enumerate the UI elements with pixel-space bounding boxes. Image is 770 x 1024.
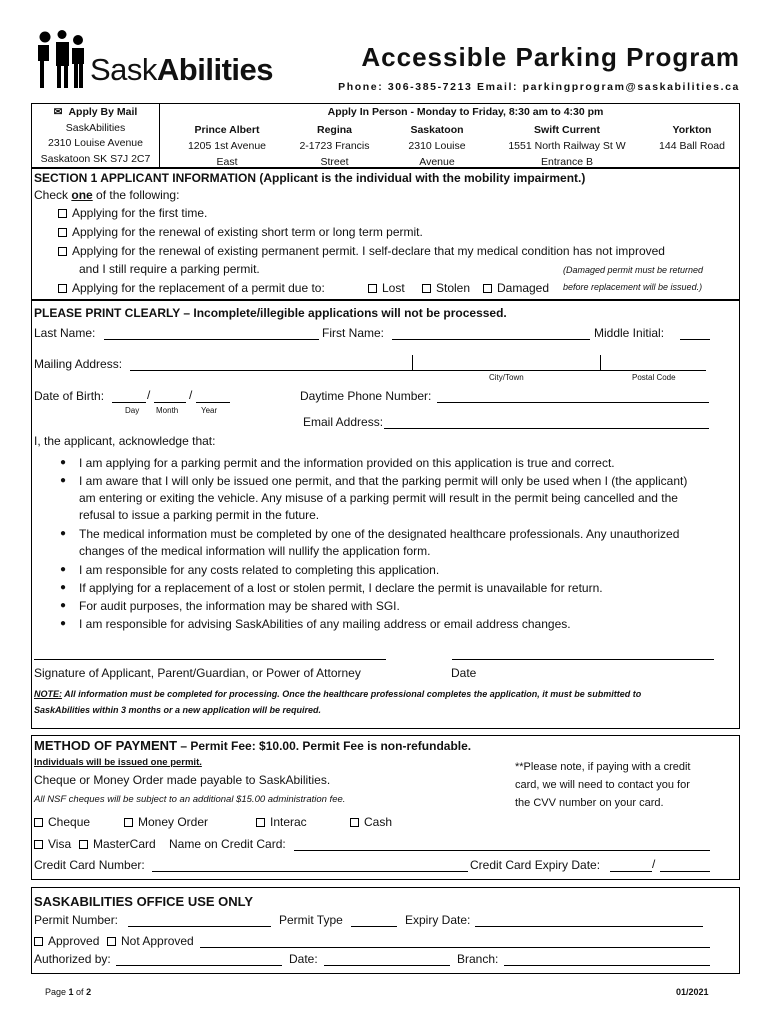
cc-expiry-month-field[interactable] <box>610 871 652 872</box>
first-name-label: First Name: <box>322 326 385 340</box>
office-line: 2310 Louise <box>408 140 466 152</box>
ack-item-cont: refusal to issue a parking permit in the future. <box>79 508 320 522</box>
office-yorkton <box>647 122 737 154</box>
status-not-approved[interactable]: Not Approved <box>107 934 194 948</box>
approval-notes-field[interactable] <box>200 947 710 948</box>
bullet-icon: ● <box>60 564 67 575</box>
office-line: Street <box>320 156 349 168</box>
dob-year-field[interactable] <box>196 402 230 403</box>
last-name-label: Last Name: <box>34 326 96 340</box>
expiry-date-field[interactable] <box>475 926 703 927</box>
section-print-clearly <box>31 300 740 729</box>
office-saskatoon <box>392 122 482 170</box>
dob-month-caption: Month <box>156 406 179 415</box>
contact-line: Phone: 306-385-7213 Email: parkingprogram@saskabilities.ca <box>338 81 740 93</box>
dob-slash: / <box>147 388 151 402</box>
cc-note-cont: card, we will need to contact you for <box>515 779 690 791</box>
page-number: Page 1 of 2 <box>45 987 92 997</box>
cc-expiry-year-field[interactable] <box>660 871 710 872</box>
in-person-heading: Apply In Person - Monday to Friday, 8:30 am to 4:30 pm <box>327 106 604 118</box>
office-date-field[interactable] <box>324 965 450 966</box>
dob-day-caption: Day <box>125 406 140 415</box>
field-divider <box>412 355 413 371</box>
office-line: 144 Ball Road <box>659 140 725 152</box>
bullet-icon: ● <box>60 582 67 593</box>
pay-money-order[interactable]: Money Order <box>124 815 208 829</box>
office-name: Regina <box>316 124 352 136</box>
checkbox[interactable] <box>58 228 67 237</box>
email-label: Email Address: <box>303 415 384 429</box>
section-applicant-information <box>31 168 740 300</box>
branch-field[interactable] <box>504 965 710 966</box>
office-date-label: Date: <box>289 952 318 966</box>
note: NOTE: All information must be completed for processing. Once the healthcare professional completes the application, it must be submitted to <box>34 689 642 699</box>
office-name: Prince Albert <box>194 124 260 136</box>
section-office-use-only <box>31 887 740 974</box>
office-line: 1551 North Railway St W <box>508 140 626 152</box>
office-regina <box>287 122 382 170</box>
pay-visa[interactable]: Visa <box>34 837 71 851</box>
option-stolen[interactable]: Stolen <box>422 281 470 295</box>
cc-number-label: Credit Card Number: <box>34 858 145 872</box>
ack-item: The medical information must be completed by one of the designated healthcare professionals. Any unauthorized <box>79 527 680 541</box>
office-line: 1205 1st Avenue <box>187 140 267 152</box>
section1-heading: SECTION 1 APPLICANT INFORMATION (Applicant is the individual with the mobility impairment.) <box>34 171 586 185</box>
office-line: Entrance B <box>541 156 593 168</box>
checkbox[interactable] <box>58 247 67 256</box>
signature-label: Signature of Applicant, Parent/Guardian, or Power of Attorney <box>34 666 361 680</box>
brand-name <box>90 52 273 88</box>
checkbox[interactable] <box>422 284 431 293</box>
section-method-of-payment <box>31 735 740 880</box>
mail-line: 2310 Louise Avenue <box>48 137 143 149</box>
checkbox[interactable] <box>350 818 359 827</box>
mail-line: SaskAbilities <box>65 121 126 134</box>
status-approved[interactable]: Approved <box>34 934 99 948</box>
checkbox[interactable] <box>58 209 67 218</box>
last-name-field[interactable] <box>104 339 319 340</box>
pay-mastercard[interactable]: MasterCard <box>79 837 156 851</box>
bullet-icon: ● <box>60 457 67 468</box>
expiry-slash: / <box>652 857 656 871</box>
ack-item: I am aware that I will only be issued one permit, and that the parking permit will only be used when I (the applicant) <box>79 474 688 488</box>
saskabilities-logo <box>36 30 286 92</box>
checkbox[interactable] <box>256 818 265 827</box>
option-damaged[interactable]: Damaged <box>483 281 549 295</box>
checkbox[interactable] <box>483 284 492 293</box>
mailing-address-field[interactable] <box>130 370 412 371</box>
city-town-field[interactable] <box>413 370 600 371</box>
nsf-note: All NSF cheques will be subject to an additional $15.00 administration fee. <box>34 794 346 805</box>
bullet-icon: ● <box>60 528 67 539</box>
postal-code-field[interactable] <box>601 370 706 371</box>
mailing-address-label: Mailing Address: <box>34 357 123 371</box>
cc-note-cont: the CVV number on your card. <box>515 797 664 809</box>
checkbox[interactable] <box>58 284 67 293</box>
section2-heading: PLEASE PRINT CLEARLY – Incomplete/illegible applications will not be processed. <box>34 306 507 320</box>
signature-field[interactable] <box>34 659 386 660</box>
ack-item: I am responsible for any costs related to completing this application. <box>79 563 440 577</box>
individuals-note: Individuals will be issued one permit. <box>34 757 202 768</box>
pay-interac[interactable]: Interac <box>256 815 307 829</box>
bullet-icon: ● <box>60 618 67 629</box>
ack-item: I am responsible for advising SaskAbilities of any mailing address or email address changes. <box>79 617 571 631</box>
damaged-note-cont: before replacement will be issued.) <box>563 282 703 292</box>
brand-light: Sask <box>90 52 157 87</box>
ack-item-cont: changes of the medical information will nullify the application form. <box>79 544 431 558</box>
office-name: Saskatoon <box>410 124 464 136</box>
daytime-phone-field[interactable] <box>437 402 709 403</box>
checkbox[interactable] <box>124 818 133 827</box>
damaged-note: (Damaged permit must be returned <box>563 265 704 275</box>
signature-date-label: Date <box>451 666 477 680</box>
people-icon <box>36 30 88 92</box>
checkbox[interactable] <box>107 937 116 946</box>
permit-number-label: Permit Number: <box>34 913 119 927</box>
option-renewal-permanent[interactable]: Applying for the renewal of existing permanent permit. I self-declare that my medical condition has not improved <box>58 244 665 258</box>
city-town-caption: City/Town <box>489 373 524 382</box>
email-field[interactable] <box>384 428 709 429</box>
office-swift-current <box>492 122 642 170</box>
brand-bold: Abilities <box>156 52 274 87</box>
page-title: Accessible Parking Program <box>361 42 740 72</box>
check-instruction: Check one of the following: <box>34 188 180 202</box>
permit-number-field[interactable] <box>128 926 271 927</box>
mail-icon: ✉ <box>53 106 63 118</box>
dob-label: Date of Birth: <box>34 389 105 403</box>
dob-slash: / <box>189 388 193 402</box>
office-heading: SASKABILITIES OFFICE USE ONLY <box>34 894 254 909</box>
ack-item-cont: am entering or exiting the vehicle. Any misuse of a parking permit will result in the permit being cancelled and the <box>79 491 678 505</box>
middle-initial-field[interactable] <box>680 339 710 340</box>
middle-initial-label: Middle Initial: <box>594 326 665 340</box>
authorized-by-label: Authorized by: <box>34 952 111 966</box>
option-first-time[interactable]: Applying for the first time. <box>58 206 207 220</box>
form-version: 01/2021 <box>676 987 709 997</box>
checkbox[interactable] <box>34 937 43 946</box>
option-renewal-permanent-cont: and I still require a parking permit. <box>79 262 260 276</box>
postal-code-caption: Postal Code <box>632 373 676 382</box>
branch-label: Branch: <box>457 952 499 966</box>
apply-info-table <box>31 103 740 168</box>
cc-expiry-label: Credit Card Expiry Date: <box>470 858 601 872</box>
field-divider <box>600 355 601 371</box>
ack-item: For audit purposes, the information may be shared with SGI. <box>79 599 400 613</box>
option-replacement[interactable]: Applying for the replacement of a permit due to: <box>58 281 325 295</box>
bullet-icon: ● <box>60 600 67 611</box>
name-on-card-field[interactable] <box>294 850 710 851</box>
note-cont: SaskAbilities within 3 months or a new application will be required. <box>34 705 322 715</box>
ack-item: If applying for a replacement of a lost or stolen permit, I declare the permit is unavailable for return. <box>79 581 603 595</box>
expiry-date-label: Expiry Date: <box>405 913 471 927</box>
mail-line: Saskatoon SK S7J 2C7 <box>40 152 151 165</box>
checkbox[interactable] <box>34 818 43 827</box>
bullet-icon: ● <box>60 475 67 486</box>
office-name: Swift Current <box>534 124 600 136</box>
first-name-field[interactable] <box>392 339 590 340</box>
option-lost[interactable]: Lost <box>368 281 405 295</box>
office-name: Yorkton <box>672 124 712 136</box>
permit-type-label: Permit Type <box>279 913 343 927</box>
authorized-by-field[interactable] <box>116 965 282 966</box>
pay-cash[interactable]: Cash <box>350 815 392 829</box>
dob-month-field[interactable] <box>154 402 186 403</box>
payment-heading: METHOD OF PAYMENT – Permit Fee: $10.00. Permit Fee is non-refundable. <box>34 738 472 753</box>
permit-type-field[interactable] <box>351 926 397 927</box>
cc-note: **Please note, if paying with a credit <box>515 761 691 773</box>
office-line: 2-1723 Francis <box>299 140 370 152</box>
ack-item: I am applying for a parking permit and the information provided on this application is true and correct. <box>79 456 615 470</box>
apply-by-mail <box>32 104 160 167</box>
checkbox[interactable] <box>34 840 43 849</box>
office-prince-albert <box>182 122 272 170</box>
dob-day-field[interactable] <box>112 402 146 403</box>
name-on-card-label: Name on Credit Card: <box>169 837 286 851</box>
dob-year-caption: Year <box>201 406 218 415</box>
option-renewal-term[interactable]: Applying for the renewal of existing short term or long term permit. <box>58 225 423 239</box>
office-line: East <box>216 156 238 168</box>
office-line: Avenue <box>419 156 455 168</box>
pay-cheque[interactable]: Cheque <box>34 815 90 829</box>
acknowledge-intro: I, the applicant, acknowledge that: <box>34 434 216 448</box>
cheque-payable: Cheque or Money Order made payable to SaskAbilities. <box>34 773 331 787</box>
cc-number-field[interactable] <box>152 871 468 872</box>
mail-heading: Apply By Mail <box>68 106 138 118</box>
signature-date-field[interactable] <box>452 659 714 660</box>
checkbox[interactable] <box>368 284 377 293</box>
checkbox[interactable] <box>79 840 88 849</box>
daytime-phone-label: Daytime Phone Number: <box>300 389 432 403</box>
